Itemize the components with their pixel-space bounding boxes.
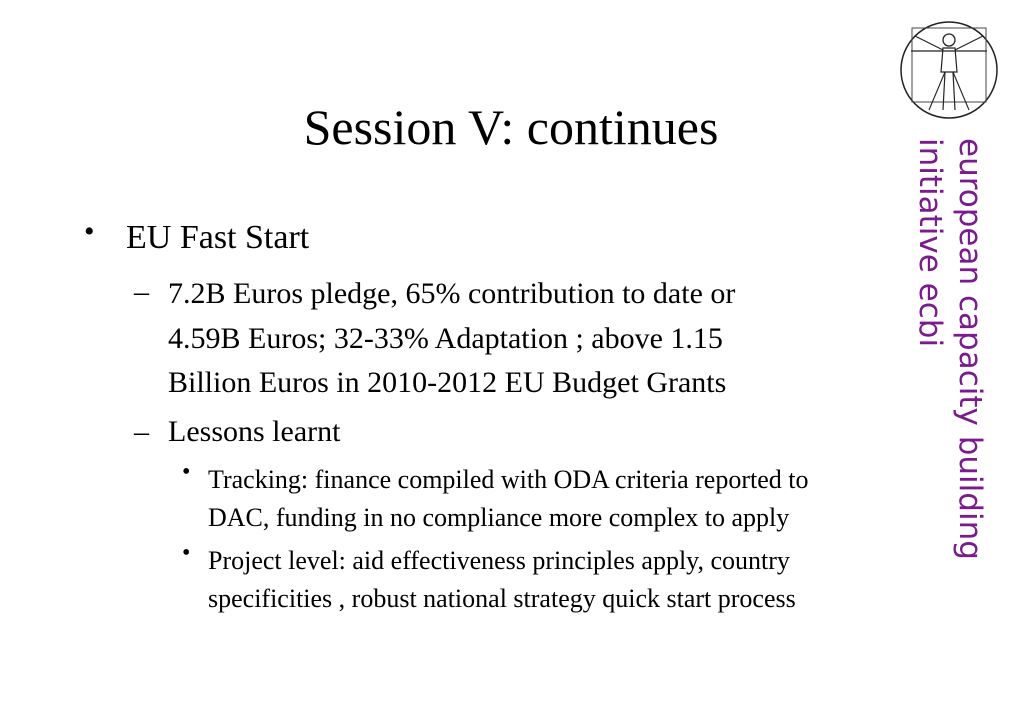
sub-item-text-line: Billion Euros in 2010-2012 EU Budget Grants: [168, 366, 727, 399]
sub-item-text: Lessons learnt: [168, 415, 341, 448]
bullet-icon: •: [84, 215, 95, 248]
bullet-text: EU Fast Start: [126, 219, 310, 256]
dash-icon: –: [134, 415, 149, 448]
sub-item-text-line: 4.59B Euros; 32-33% Adaptation ; above 1.15: [168, 321, 723, 355]
sub-item-text-line: 7.2B Euros pledge, 65% contribution to date or: [168, 277, 736, 310]
sub-sub-item-text-line: Tracking: finance compiled with ODA criteria reported to: [208, 465, 809, 494]
sub-sub-item-text-line: Project level: aid effectiveness principles apply, country: [208, 546, 790, 575]
vitruvian-man-icon: [897, 18, 1001, 122]
slide-title: Session V: continues: [303, 99, 719, 155]
brand-text: [910, 138, 990, 560]
bullet-icon: •: [182, 540, 191, 566]
bullet-icon: •: [182, 459, 191, 485]
brand-line-1: european capacity building: [952, 138, 988, 560]
brand-line-2: initiative ecbi: [912, 138, 948, 348]
sub-sub-item-text-line: DAC, funding in no compliance more complex to apply: [208, 503, 790, 532]
sub-sub-item-text-line: specificities , robust national strategy quick start process: [208, 584, 796, 613]
dash-icon: –: [134, 275, 149, 308]
